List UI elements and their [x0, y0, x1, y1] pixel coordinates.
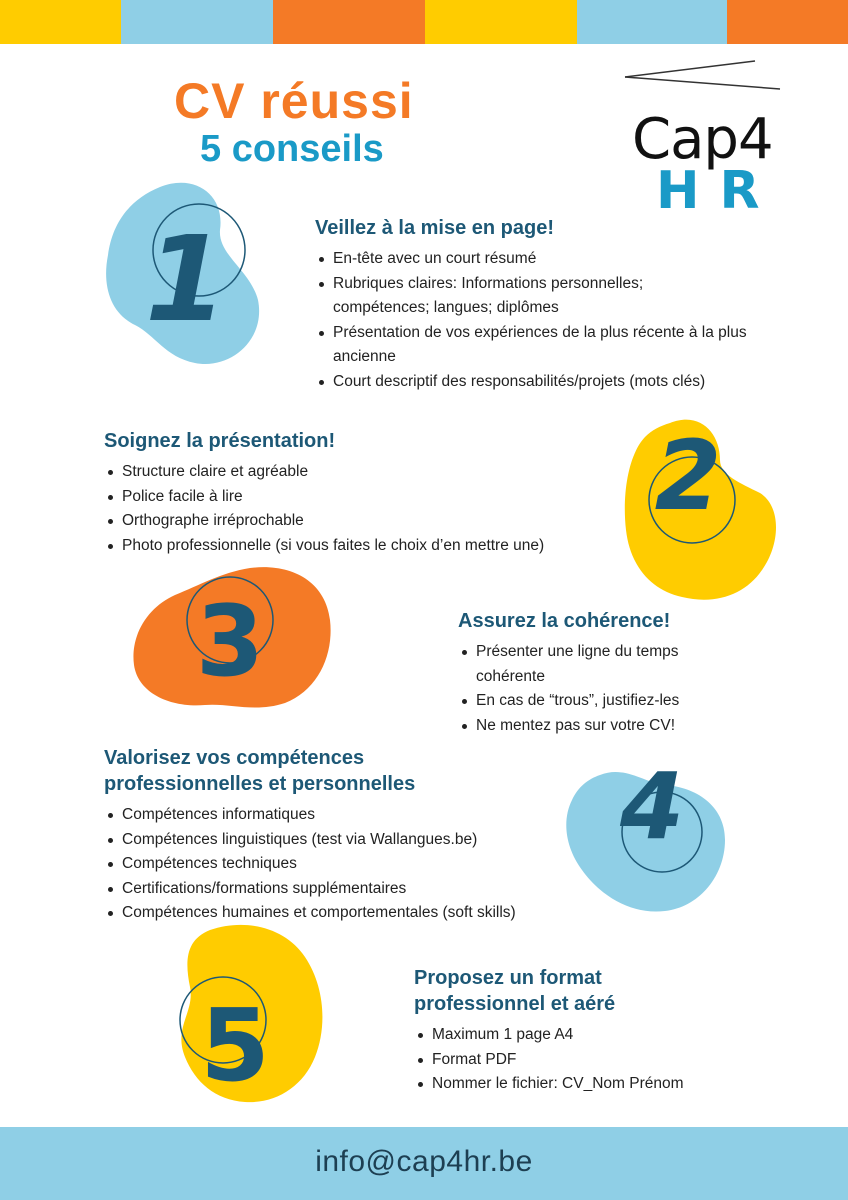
- section-1-title: Veillez à la mise en page!: [315, 217, 555, 239]
- list-item: Court descriptif des responsabilités/projets (mots clés): [333, 370, 785, 395]
- footer-bar: [0, 1127, 848, 1200]
- number-4: 4: [619, 765, 685, 860]
- footer-email-link[interactable]: info@cap4hr.be: [315, 1145, 533, 1178]
- section-1: [315, 215, 785, 394]
- list-item: Certifications/formations supplémentaires: [122, 877, 604, 902]
- page-title: CV réussi: [174, 73, 414, 129]
- number-1-badge: [100, 175, 270, 375]
- list-item: Format PDF: [432, 1048, 774, 1073]
- section-1-list: [315, 247, 785, 394]
- section-4-title: [104, 745, 604, 797]
- number-3: 3: [195, 585, 265, 699]
- list-item: En cas de “trous”, justifiez-les: [476, 689, 788, 714]
- list-item: Compétences humaines et comportementales (soft skills): [122, 901, 604, 926]
- section-4-title-line2: professionnelles et personnelles: [104, 773, 416, 795]
- stripe-orange-1: [273, 0, 425, 44]
- section-4-list: [104, 803, 604, 926]
- list-item: Structure claire et agréable: [122, 460, 624, 485]
- section-3: [458, 608, 788, 738]
- number-1: 1: [144, 210, 228, 348]
- section-5-title-line1: Proposez un format: [414, 967, 602, 989]
- page-subtitle: 5 conseils: [200, 128, 384, 170]
- section-3-title: Assurez la cohérence!: [458, 610, 671, 632]
- list-item: Photo professionnelle (si vous faites le choix d’en mettre une): [122, 534, 624, 559]
- number-5-badge: [165, 922, 330, 1107]
- stripe-orange-2: [727, 0, 848, 44]
- list-item: Rubriques claires: Informations personnelles; compétences; langues; diplômes: [333, 272, 733, 321]
- number-3-badge: [130, 565, 335, 715]
- list-item: Compétences techniques: [122, 852, 604, 877]
- list-item: Compétences linguistiques (test via Wallangues.be): [122, 828, 604, 853]
- stripe-blue-1: [121, 0, 273, 44]
- section-4-title-line1: Valorisez vos compétences: [104, 747, 365, 769]
- section-2-list: [104, 460, 624, 558]
- section-5: [414, 965, 774, 1097]
- number-2-badge: [620, 415, 785, 605]
- logo-lines-icon: [620, 55, 810, 115]
- list-item: Police facile à lire: [122, 485, 624, 510]
- section-2-title: Soignez la présentation!: [104, 430, 336, 452]
- stripe-yellow-2: [425, 0, 577, 44]
- list-item: Ne mentez pas sur votre CV!: [476, 714, 788, 739]
- number-2: 2: [654, 420, 722, 532]
- list-item: Présentation de vos expériences de la plus récente à la plus ancienne: [333, 321, 763, 370]
- stripe-blue-2: [577, 0, 727, 44]
- list-item: Orthographe irréprochable: [122, 509, 624, 534]
- list-item: Maximum 1 page A4: [432, 1023, 774, 1048]
- section-3-list: [458, 640, 788, 738]
- cap4hr-logo: [620, 55, 810, 220]
- number-4-badge: [560, 765, 730, 915]
- list-item: Compétences informatiques: [122, 803, 604, 828]
- section-5-title: [414, 965, 774, 1017]
- logo-text-bottom: HR: [656, 161, 780, 221]
- section-2: [104, 428, 624, 558]
- section-5-list: [414, 1023, 774, 1097]
- list-item: Nommer le fichier: CV_Nom Prénom: [432, 1072, 774, 1097]
- stripe-yellow-1: [0, 0, 121, 44]
- number-5: 5: [200, 987, 270, 1104]
- section-5-title-line2: professionnel et aéré: [414, 993, 616, 1015]
- list-item: Présenter une ligne du temps cohérente: [476, 640, 736, 689]
- logo-text-top: Cap4: [632, 107, 773, 172]
- section-4: [104, 745, 604, 926]
- list-item: En-tête avec un court résumé: [333, 247, 785, 272]
